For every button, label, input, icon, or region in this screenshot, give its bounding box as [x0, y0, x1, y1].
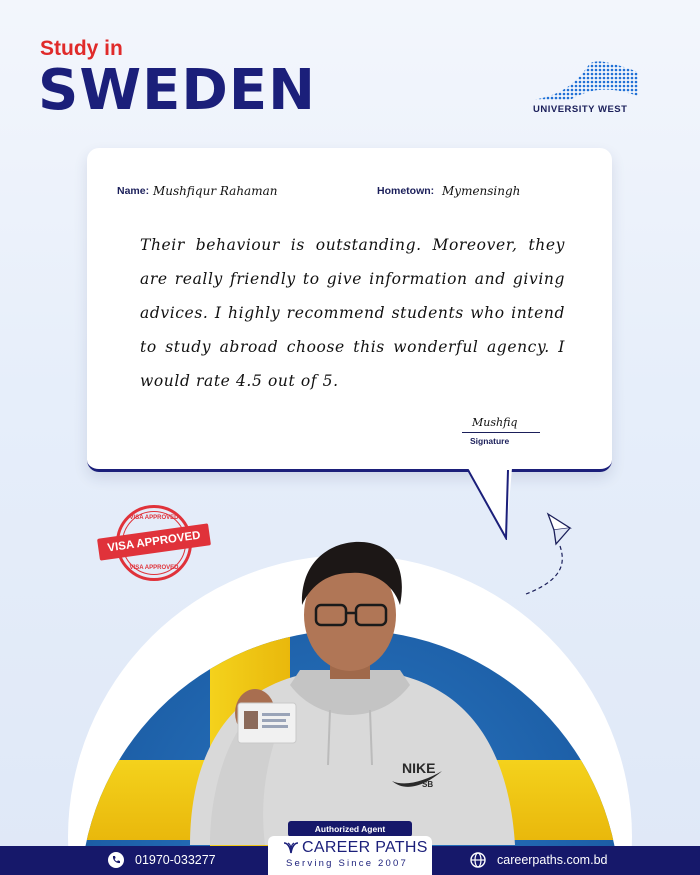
serving-since-text: Serving Since 2007: [286, 858, 408, 869]
career-paths-logo-icon: [283, 841, 299, 855]
signature-label: Signature: [470, 436, 510, 446]
career-paths-brand: CAREER PATHS: [302, 839, 428, 856]
country-heading: SWEDEN: [38, 58, 316, 123]
study-in-heading: Study in: [40, 37, 123, 60]
signature-line: [462, 432, 540, 433]
hometown-value: Mymensingh: [442, 184, 521, 198]
stamp-top-text: VISA APPROVED: [129, 515, 179, 521]
student-photo: [170, 535, 530, 845]
svg-text:NIKE: NIKE: [402, 760, 436, 776]
authorized-agent-tag: Authorized Agent: [288, 821, 412, 837]
svg-text:SB: SB: [422, 780, 434, 789]
review-text: Their behaviour is outstanding. Moreover, they are really friendly to give information and giving advices. I highly recommend students who intend to study abroad choose this wonderful agency. I would rate 4.5 out of 5.: [140, 236, 565, 390]
stamp-band-text: VISA APPROVED: [97, 523, 211, 560]
website-link[interactable]: careerpaths.com.bd: [497, 853, 608, 867]
name-value: Mushfiqur Rahaman: [153, 184, 278, 198]
stamp-bottom-text: VISA APPROVED: [129, 565, 179, 571]
signature-handwriting: Mushfiq: [472, 416, 518, 429]
name-label: Name:: [117, 185, 150, 197]
speech-bubble-tail: [468, 468, 512, 540]
hometown-label: Hometown:: [377, 185, 435, 197]
globe-icon: [470, 852, 486, 868]
university-west-name: UNIVERSITY WEST: [533, 104, 628, 115]
phone-icon: [108, 852, 124, 868]
phone-number[interactable]: 01970-033277: [135, 853, 216, 867]
paper-plane-icon: [522, 510, 592, 602]
